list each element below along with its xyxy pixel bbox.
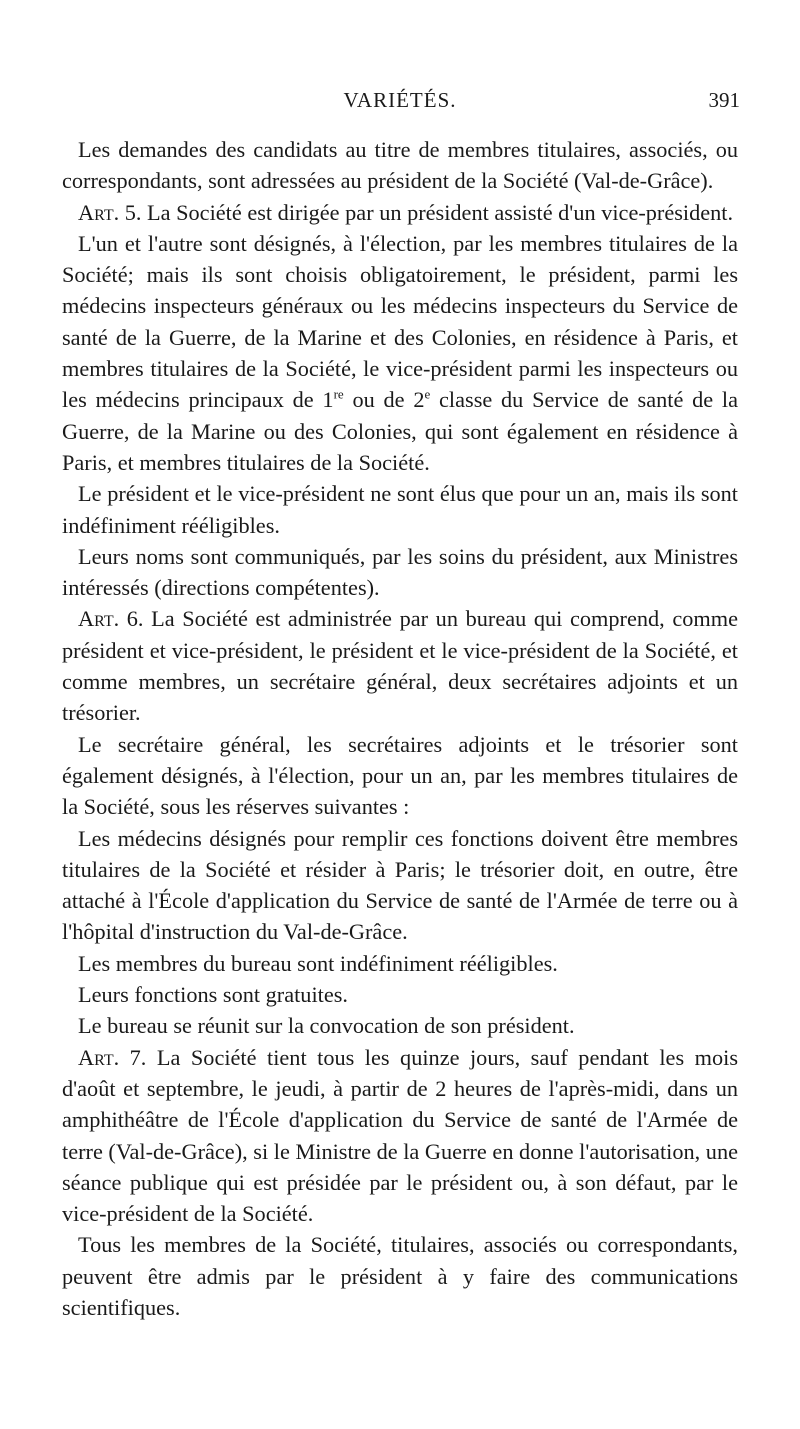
article-label: Art. 5. (78, 199, 142, 225)
article-label: Art. 7. (78, 1044, 147, 1070)
paragraph-text: La Société tient tous les quinze jours, sauf pendant les mois d'août et septembre, le jeudi, à partir de 2 heures de l'après-midi, dans un amphithéâtre de l'École d'application du Service de santé de l'Armée de terre (Val-de-Grâce), si le Ministre de la Guerre en donne l'autorisation, une séance publique qui est présidée par le président ou, à son défaut, par le vice-président de la Société. (62, 1044, 738, 1227)
paragraph-text: Leurs fonctions sont gratuites. (78, 982, 348, 1008)
page-number: 391 (708, 88, 740, 112)
paragraph-election (62, 228, 738, 478)
paragraph-text: La Société est dirigée par un président assisté d'un vice-président. (141, 199, 734, 225)
paragraph-art-5 (62, 197, 738, 228)
paragraph-communications (62, 1229, 738, 1323)
paragraph-names (62, 541, 738, 604)
paragraph-text: Le bureau se réunit sur la convocation de son président. (78, 1013, 575, 1039)
paragraph-text: Leurs noms sont communiqués, par les soins du président, aux Ministres intéressés (directions compétentes). (62, 543, 738, 601)
paragraph-functions (62, 979, 738, 1010)
paragraph-art-7 (62, 1042, 738, 1230)
paragraph-physicians (62, 823, 738, 948)
paragraph-text: La Société est administrée par un bureau qui comprend, comme président et vice-président, le président et le vice-président de la Société, et comme membres, un secrétaire général, deux secrétaires adjoints et un trésorier. (62, 606, 738, 726)
paragraph-text: Les demandes des candidats au titre de membres titulaires, associés, ou correspondants, sont adressées au président de la Société (Val-de-Grâce). (62, 137, 738, 194)
superscript-ordinal: re (333, 386, 344, 402)
paragraph-convocation (62, 1010, 738, 1041)
running-head (60, 88, 740, 120)
paragraph-text: classe du Service de santé de la Guerre, de la Marine ou des Colonies, qui sont également en résidence à Paris, et membres titulaires de la Société. (62, 387, 739, 475)
paragraph-text: Les médecins désignés pour remplir ces fonctions doivent être membres titulaires de la Société et résider à Paris; le trésorier doit, en outre, être attaché à l'École d'application du Service de santé de l'Armée de terre ou à l'hôpital d'instruction du Val-de-Grâce. (62, 825, 738, 945)
paragraph-secretary (62, 729, 738, 823)
paragraph-text: Tous les membres de la Société, titulaires, associés ou correspondants, peuvent être admis par le président à y faire des communications scientifiques. (62, 1232, 738, 1320)
superscript-ordinal: e (424, 386, 431, 402)
article-label: Art. 6. (78, 606, 144, 632)
running-title: VARIÉTÉS. (343, 88, 457, 112)
paragraph-term (62, 478, 738, 541)
paragraph-text: L'un et l'autre sont désignés, à l'élection, par les membres titulaires de la Société; mais ils sont choisis obligatoirement, le président, parmi les médecins inspecteurs généraux ou les médecins inspecteurs du Service de santé de la Guerre, de la Marine et des Colonies, en résidence à Paris, et membres titulaires de la Société, le vice-président parmi les inspecteurs ou les médecins principaux de 1 (62, 230, 738, 413)
paragraph-candidates (62, 134, 738, 197)
body-text (62, 134, 738, 1323)
paragraph-bureau-reelection (62, 948, 738, 979)
paragraph-text: ou de 2 (343, 387, 425, 413)
paragraph-art-6 (62, 603, 738, 728)
paragraph-text: Les membres du bureau sont indéfiniment rééligibles. (78, 950, 558, 976)
paragraph-text: Le secrétaire général, les secrétaires adjoints et le trésorier sont également désignés, à l'élection, pour un an, par les membres titulaires de la Société, sous les réserves suivantes : (62, 731, 738, 820)
paragraph-text: Le président et le vice-président ne sont élus que pour un an, mais ils sont indéfiniment rééligibles. (62, 481, 738, 538)
